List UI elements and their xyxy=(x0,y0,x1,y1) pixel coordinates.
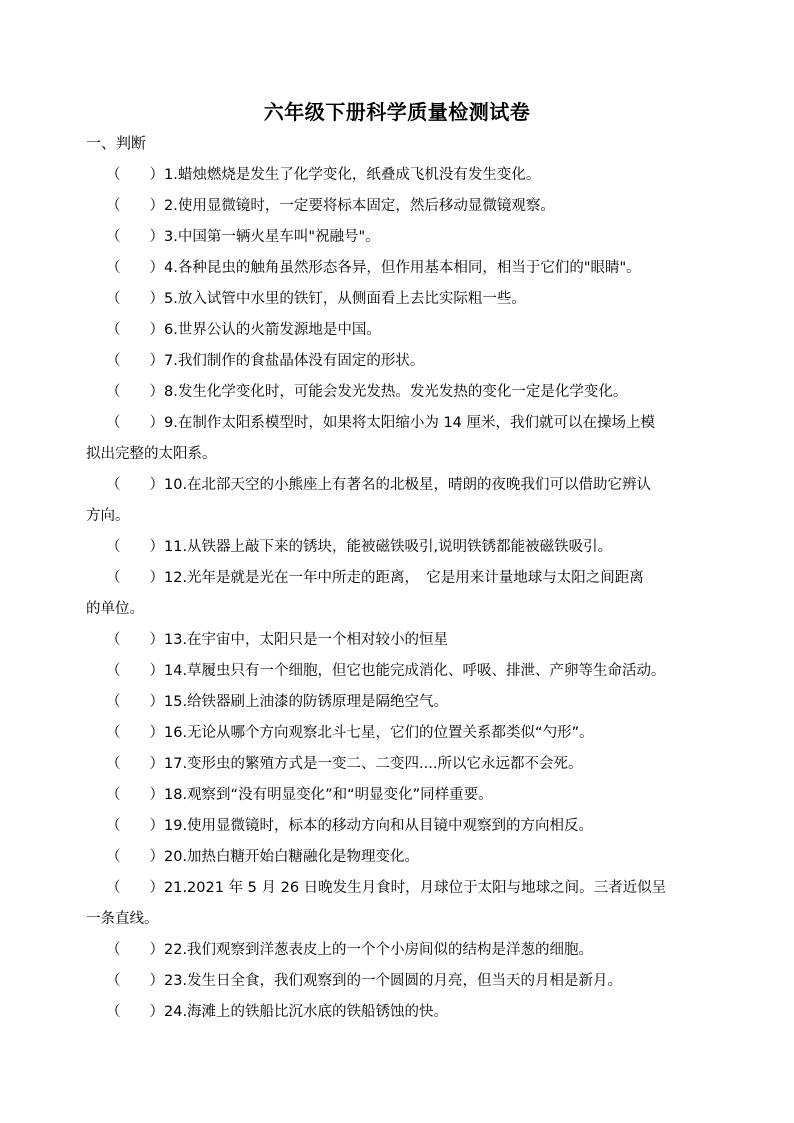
question-list xyxy=(86,160,712,1028)
question-text-continued: 拟出完整的太阳系。 xyxy=(86,446,217,462)
question-item xyxy=(106,625,712,656)
question-text: （ ）2.使用显微镜时，一定要将标本固定，然后移动显微镜观察。 xyxy=(106,198,555,214)
question-item xyxy=(106,315,712,346)
question-text: （ ）12.光年是就是光在一年中所走的距离， 它是用来计量地球与太阳之间距离 xyxy=(106,570,644,586)
question-item xyxy=(106,346,712,377)
question-text: （ ）23.发生日全食，我们观察到的一个圆圆的月亮，但当天的月相是新月。 xyxy=(106,973,623,989)
question-item xyxy=(106,377,712,408)
question-item xyxy=(106,966,712,997)
question-item xyxy=(106,532,712,563)
question-item xyxy=(106,780,712,811)
question-text: （ ）5.放入试管中水里的铁钉，从侧面看上去比实际粗一些。 xyxy=(106,291,526,307)
question-item xyxy=(106,997,712,1028)
question-text: （ ）16.无论从哪个方向观察北斗七星，它们的位置关系都类似“勺形”。 xyxy=(106,725,594,741)
question-text: （ ）3.中国第一辆火星车叫"祝融号"。 xyxy=(106,229,380,245)
question-text: （ ）22.我们观察到洋葱表皮上的一个个小房间似的结构是洋葱的细胞。 xyxy=(106,942,594,958)
question-text-continued: 的单位。 xyxy=(86,601,144,617)
question-item xyxy=(86,563,712,625)
question-text: （ ）7.我们制作的食盐晶体没有固定的形状。 xyxy=(106,353,425,369)
question-text: （ ）17.变形虫的繁殖方式是一变二、二变四....所以它永远都不会死。 xyxy=(106,756,583,772)
question-text: （ ）6.世界公认的火箭发源地是中国。 xyxy=(106,322,381,338)
question-text: （ ）11.从铁器上敲下来的锈块，能被磁铁吸引,说明铁锈都能被磁铁吸引。 xyxy=(106,539,613,555)
question-item xyxy=(106,935,712,966)
page-title: 六年级下册科学质量检测试卷 xyxy=(263,100,531,124)
question-text: （ ）4.各种昆虫的触角虽然形态各异，但作用基本相同，相当于它们的"眼睛"。 xyxy=(106,260,641,276)
question-item xyxy=(106,718,712,749)
question-text-continued: 一条直线。 xyxy=(86,911,159,927)
question-text: （ ）8.发生化学变化时，可能会发光发热。发光发热的变化一定是化学变化。 xyxy=(106,384,628,400)
question-item xyxy=(106,842,712,873)
question-item xyxy=(86,470,712,532)
question-item xyxy=(86,408,712,470)
question-text: （ ）9.在制作太阳系模型时，如果将太阳缩小为 14 厘米，我们就可以在操场上模 xyxy=(106,415,656,431)
question-text: （ ）10.在北部天空的小熊座上有著名的北极星，晴朗的夜晚我们可以借助它辨认 xyxy=(106,477,652,493)
question-item xyxy=(86,873,712,935)
question-text: （ ）18.观察到“没有明显变化”和“明显变化”同样重要。 xyxy=(106,787,493,803)
question-item xyxy=(106,687,712,718)
section-heading: 一、判断 xyxy=(86,134,147,152)
question-text: （ ）21.2021 年 5 月 26 日晚发生月食时，月球位于太阳与地球之间。三者近似呈 xyxy=(106,880,667,896)
question-item xyxy=(106,811,712,842)
question-item xyxy=(106,191,712,222)
question-text: （ ）13.在宇宙中，太阳只是一个相对较小的恒星 xyxy=(106,632,449,648)
question-text: （ ）15.给铁器刷上油漆的防锈原理是隔绝空气。 xyxy=(106,694,449,710)
question-text: （ ）20.加热白糖开始白糖融化是物理变化。 xyxy=(106,849,420,865)
question-text: （ ）1.蜡烛燃烧是发生了化学变化，纸叠成飞机没有发生变化。 xyxy=(106,167,541,183)
question-item xyxy=(106,253,712,284)
question-text: （ ）19.使用显微镜时，标本的移动方向和从目镜中观察到的方向相反。 xyxy=(106,818,594,834)
question-text: （ ）24.海滩上的铁船比沉水底的铁船锈蚀的快。 xyxy=(106,1004,449,1020)
question-item xyxy=(106,656,712,687)
question-text-continued: 方向。 xyxy=(86,508,130,524)
question-text: （ ）14.草履虫只有一个细胞，但它也能完成消化、呼吸、排泄、产卵等生命活动。 xyxy=(106,663,666,679)
question-item xyxy=(106,222,712,253)
question-item xyxy=(106,160,712,191)
question-item xyxy=(106,284,712,315)
question-item xyxy=(106,749,712,780)
